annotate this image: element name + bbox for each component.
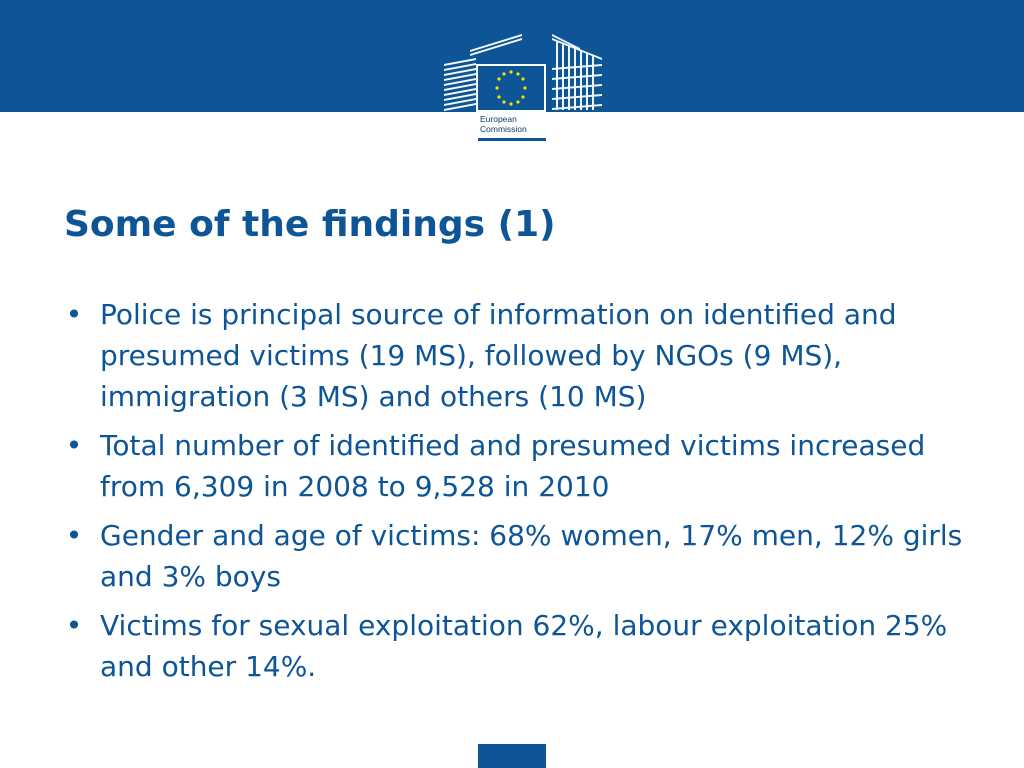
bullet-item bbox=[64, 515, 964, 597]
bullet-marker: • bbox=[65, 519, 83, 552]
bullet-list bbox=[64, 294, 964, 695]
bullet-text: Total number of identified and presumed victims increased from 6,309 in 2008 to 9,528 in 2010 bbox=[100, 429, 926, 503]
bullet-marker: • bbox=[65, 609, 83, 642]
bullet-text: Police is principal source of information on identified and presumed victims (19 MS), followed by NGOs (9 MS), immigration (3 MS) and others (10 MS) bbox=[100, 298, 897, 413]
logo-underline bbox=[478, 138, 546, 141]
slide-title: Some of the findings (1) bbox=[64, 204, 556, 245]
logo-text bbox=[480, 114, 527, 134]
bullet-text: Victims for sexual exploitation 62%, labour exploitation 25% and other 14%. bbox=[100, 609, 948, 683]
bullet-item bbox=[64, 425, 964, 507]
logo-line-2: Commission bbox=[480, 124, 527, 134]
bullet-marker: • bbox=[65, 298, 83, 331]
logo-line-1: European bbox=[480, 114, 517, 124]
bullet-item bbox=[64, 605, 964, 687]
footer-flag bbox=[478, 744, 546, 768]
european-commission-logo bbox=[440, 34, 620, 146]
berlaymont-building-icon bbox=[440, 34, 620, 114]
bullet-marker: • bbox=[65, 429, 83, 462]
bullet-text: Gender and age of victims: 68% women, 17% men, 12% girls and 3% boys bbox=[100, 519, 963, 593]
bullet-item bbox=[64, 294, 964, 417]
